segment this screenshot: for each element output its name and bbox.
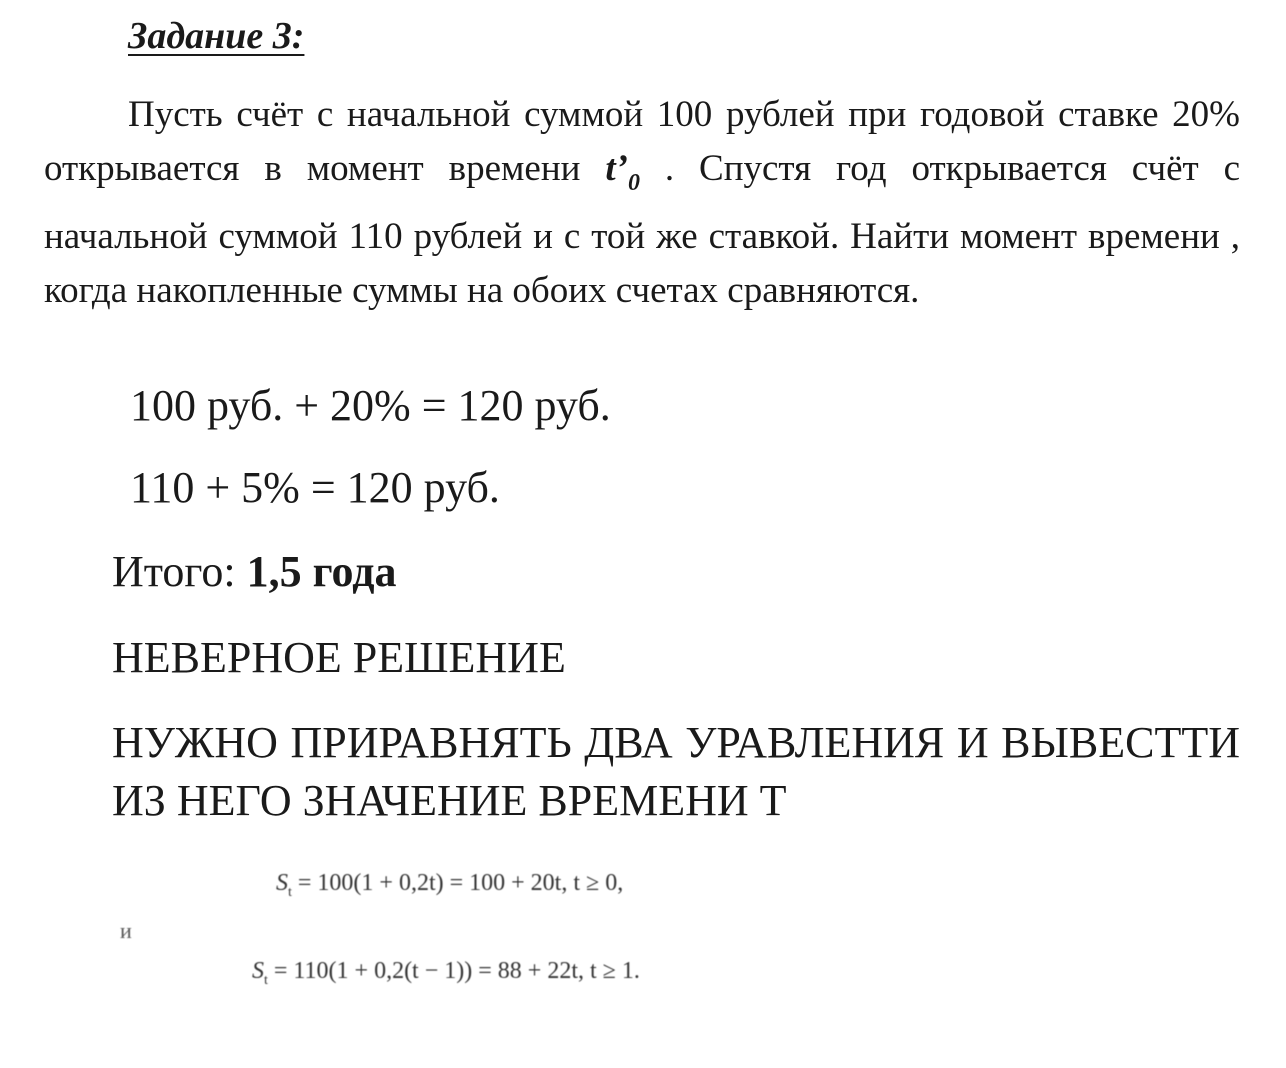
formula-conjunction: и [120, 918, 132, 943]
formula-2-rhs: = 110(1 + 0,2(t − 1)) = 88 + 22t, t ≥ 1. [267, 958, 640, 984]
task-title: Задание 3: [128, 15, 305, 57]
verdict-text: НЕВЕРНОЕ РЕШЕНИЕ [112, 633, 566, 682]
instruction-text: НУЖНО ПРИРАВНЯТЬ ДВА УРАВЛЕНИЯ И ВЫВЕСТТИ ИЗ НЕГО ЗНАЧЕНИЕ ВРЕМЕНИ Т [112, 718, 1240, 825]
formula-1-lhs: S [276, 870, 288, 896]
total-value: 1,5 года [246, 547, 397, 596]
task-statement [44, 88, 1240, 318]
total-label: Итого: [112, 547, 247, 596]
task-text-part2: . Спустя год открывается счёт с начальной суммой 110 рублей и с той же ставкой. Найти момент времени , когда накопленные суммы на обоих счетах сравняются. [44, 148, 1240, 311]
formula-1-subscript: t [288, 884, 292, 900]
formula-1-rhs: = 100(1 + 0,2t) = 100 + 20t, t ≥ 0, [291, 870, 624, 896]
calculation-line-1: 100 руб. + 20% = 120 руб. [130, 381, 611, 430]
formula-2-lhs: S [252, 958, 264, 984]
total-line [112, 546, 396, 597]
formula-2-subscript: t [264, 972, 268, 988]
time-variable: t’ [605, 148, 628, 189]
time-variable-subscript: 0 [627, 170, 640, 196]
calculation-line-2: 110 + 5% = 120 руб. [130, 463, 500, 512]
formula-1 [276, 870, 623, 901]
task-text-part1: Пусть счёт с начальной суммой 100 рублей при годовой ставке 20% открывается в момент времени [44, 94, 1240, 189]
formula-2 [252, 958, 640, 989]
